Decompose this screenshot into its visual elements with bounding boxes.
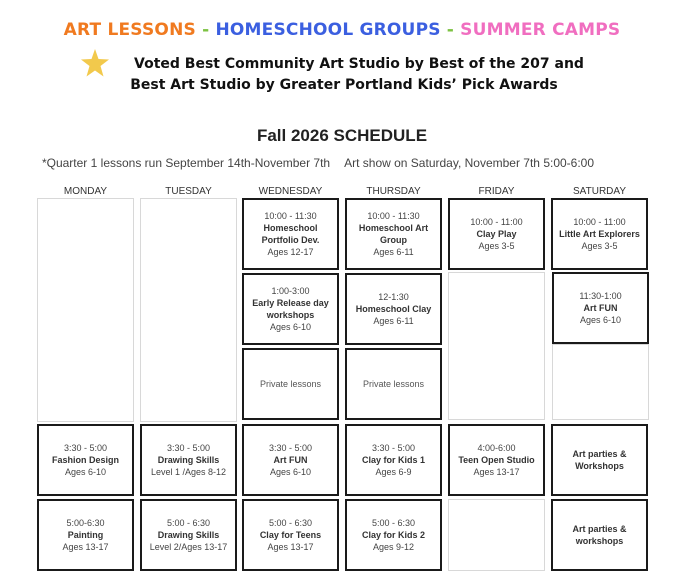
class-name: Private lessons bbox=[362, 379, 425, 389]
class-time: 1:00-3:00 bbox=[271, 286, 310, 296]
class-card-wed-homeschool-portfolio bbox=[242, 198, 339, 270]
class-ages: Ages 13-17 bbox=[473, 467, 520, 477]
day-header-friday: FRIDAY bbox=[478, 186, 515, 197]
class-ages: Ages 6-9 bbox=[375, 467, 412, 477]
class-ages: Ages 3-5 bbox=[478, 241, 515, 251]
empty-slot-friday bbox=[448, 272, 545, 420]
day-header-monday: MONDAY bbox=[63, 186, 108, 197]
class-card-wed-clay-teens bbox=[242, 499, 339, 571]
day-header-wednesday: WEDNESDAY bbox=[258, 186, 323, 197]
class-time: 5:00-6:30 bbox=[66, 518, 105, 528]
class-name: Clay Play bbox=[476, 229, 517, 239]
class-name: Clay for Kids 1 bbox=[361, 455, 426, 465]
class-name: Art parties & workshops bbox=[572, 524, 627, 546]
class-name: Homeschool Art Group bbox=[358, 223, 429, 245]
empty-slot-friday-evening bbox=[448, 499, 545, 571]
class-card-tue-drawing-skills-1 bbox=[140, 424, 237, 496]
day-header-tuesday: TUESDAY bbox=[165, 186, 212, 197]
award-line-2: Best Art Studio by Greater Portland Kids’ Pick Awards bbox=[130, 77, 558, 93]
empty-slot-tuesday bbox=[140, 198, 237, 422]
class-name: Homeschool Clay bbox=[355, 304, 432, 314]
empty-slot-saturday bbox=[552, 344, 649, 420]
class-name: Painting bbox=[67, 530, 104, 540]
class-ages: Ages 3-5 bbox=[581, 241, 618, 251]
class-card-wed-art-fun bbox=[242, 424, 339, 496]
class-time: 5:00 - 6:30 bbox=[166, 518, 211, 528]
class-name: Private lessons bbox=[259, 379, 322, 389]
class-card-thu-clay-kids-2 bbox=[345, 499, 442, 571]
class-ages: Ages 6-11 bbox=[373, 316, 414, 326]
class-name: Early Release day workshops bbox=[252, 298, 329, 320]
class-time: 12-1:30 bbox=[378, 292, 409, 302]
class-card-thu-clay-kids-1 bbox=[345, 424, 442, 496]
banner-separator: - bbox=[440, 20, 461, 40]
class-card-thu-homeschool-art bbox=[345, 198, 442, 270]
class-ages: Ages 6-10 bbox=[269, 322, 312, 332]
schedule-note bbox=[0, 156, 650, 170]
banner-art-lessons: ART LESSONS bbox=[63, 20, 196, 40]
class-name: Clay for Kids 2 bbox=[361, 530, 426, 540]
class-ages: Ages 9-12 bbox=[372, 542, 415, 552]
class-time: 3:30 - 5:00 bbox=[371, 443, 416, 453]
class-ages: Ages 13-17 bbox=[267, 542, 314, 552]
banner bbox=[0, 20, 684, 40]
class-ages: Ages 12-17 bbox=[267, 247, 314, 257]
class-name: Teen Open Studio bbox=[458, 455, 535, 465]
class-card-thu-private-lessons bbox=[345, 348, 442, 420]
class-name: Art FUN bbox=[273, 455, 308, 465]
class-card-sat-art-fun bbox=[552, 272, 649, 344]
day-header-saturday: SATURDAY bbox=[573, 186, 626, 197]
class-time: 3:30 - 5:00 bbox=[63, 443, 108, 453]
class-name: Drawing Skills bbox=[157, 530, 220, 540]
class-ages: Ages 6-10 bbox=[579, 315, 622, 325]
class-name: Art parties & Workshops bbox=[572, 449, 627, 471]
class-card-wed-early-release bbox=[242, 273, 339, 345]
class-time: 5:00 - 6:30 bbox=[371, 518, 416, 528]
class-card-fri-teen-open-studio bbox=[448, 424, 545, 496]
schedule-title: Fall 2026 SCHEDULE bbox=[256, 126, 428, 145]
class-card-sat-little-art-explorers bbox=[551, 198, 648, 270]
banner-separator: - bbox=[195, 20, 216, 40]
class-ages: Ages 6-10 bbox=[64, 467, 107, 477]
class-time: 11:30-1:00 bbox=[579, 291, 622, 301]
class-time: 5:00 - 6:30 bbox=[268, 518, 313, 528]
class-card-wed-private-lessons bbox=[242, 348, 339, 420]
class-card-mon-fashion-design bbox=[37, 424, 134, 496]
banner-summer-camps: SUMMER CAMPS bbox=[460, 20, 621, 40]
class-card-fri-clay-play bbox=[448, 198, 545, 270]
quarter-note: *Quarter 1 lessons run September 14th-November 7th bbox=[41, 156, 331, 170]
class-name: Little Art Explorers bbox=[559, 229, 640, 239]
class-time: 3:30 - 5:00 bbox=[166, 443, 211, 453]
day-header-thursday: THURSDAY bbox=[366, 186, 421, 197]
class-time: 3:30 - 5:00 bbox=[268, 443, 313, 453]
class-ages: Level 2/Ages 13-17 bbox=[149, 542, 228, 552]
art-show-note: Art show on Saturday, November 7th 5:00-6:00 bbox=[344, 156, 595, 170]
class-name: Art FUN bbox=[583, 303, 618, 313]
class-time: 10:00 - 11:00 bbox=[470, 217, 523, 227]
class-time: 10:00 - 11:30 bbox=[367, 211, 420, 221]
class-name: Homeschool Portfolio Dev. bbox=[261, 223, 320, 245]
award-line-1: Voted Best Community Art Studio by Best of the 207 and bbox=[134, 56, 584, 72]
class-ages: Ages 6-10 bbox=[269, 467, 312, 477]
class-name: Fashion Design bbox=[51, 455, 119, 465]
class-card-mon-painting bbox=[37, 499, 134, 571]
class-card-sat-art-parties bbox=[551, 424, 648, 496]
class-name: Clay for Teens bbox=[259, 530, 322, 540]
class-card-tue-drawing-skills-2 bbox=[140, 499, 237, 571]
class-ages: Ages 13-17 bbox=[62, 542, 109, 552]
class-ages: Ages 6-11 bbox=[373, 247, 414, 257]
class-card-thu-homeschool-clay bbox=[345, 273, 442, 345]
class-time: 10:00 - 11:30 bbox=[264, 211, 317, 221]
class-ages: Level 1 /Ages 8-12 bbox=[150, 467, 227, 477]
class-name: Drawing Skills bbox=[157, 455, 220, 465]
class-card-sat-art-parties-workshops bbox=[551, 499, 648, 571]
class-time: 10:00 - 11:00 bbox=[573, 217, 626, 227]
class-time: 4:00-6:00 bbox=[477, 443, 516, 453]
empty-slot-monday bbox=[37, 198, 134, 422]
award-text bbox=[0, 54, 684, 96]
banner-homeschool-groups: HOMESCHOOL GROUPS bbox=[215, 20, 441, 40]
